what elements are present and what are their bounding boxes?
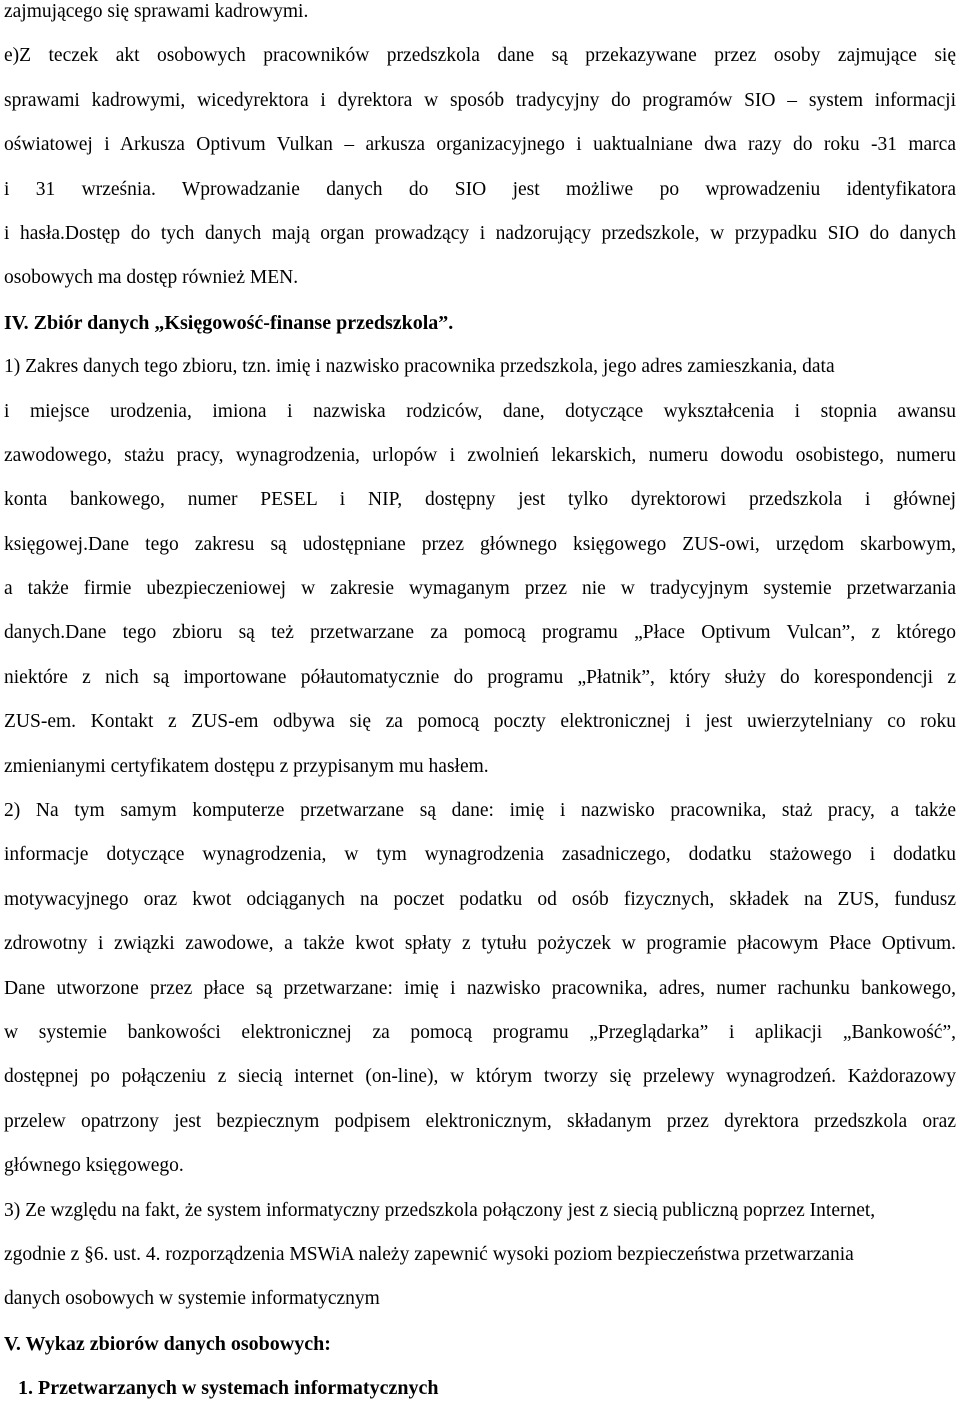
paragraph-line <box>4 390 956 434</box>
paragraph-line <box>4 523 956 567</box>
text-run: i miejsce urodzenia, imiona i nazwiska rodziców, dane, dotyczące wykształcenia i stopnia awansu <box>4 400 956 422</box>
text-run: IV. Zbiór danych „Księgowość-finanse przedszkola”. <box>4 311 454 334</box>
paragraph-line <box>4 967 956 1011</box>
paragraph-line <box>4 168 956 212</box>
paragraph-line <box>4 833 956 877</box>
text-run: danych.Dane tego zbioru są też przetwarzane za pomocą programu „Płace Optivum Vulcan”, z którego <box>4 622 956 644</box>
text-run: Dane utworzone przez płace są przetwarzane: imię i nazwisko pracownika, adres, numer rachunku bankowego, <box>4 977 956 999</box>
paragraph-line <box>4 345 956 389</box>
text-run: informacje dotyczące wynagrodzenia, w tym wynagrodzenia zasadniczego, dodatku stażowego i dodatku <box>4 844 956 866</box>
list-heading <box>4 1366 956 1410</box>
document-body <box>4 0 956 1411</box>
paragraph-line <box>4 123 956 167</box>
text-run: 2) Na tym samym komputerze przetwarzane są dane: imię i nazwisko pracownika, staż pracy, a także <box>4 800 956 822</box>
text-run: ZUS-em. Kontakt z ZUS-em odbywa się za pomocą poczty elektronicznej i jest uwierzytelniany co roku <box>4 711 956 733</box>
text-run: niektóre z nich są importowane półautomatycznie do programu „Płatnik”, który służy do korespondencji z <box>4 666 956 688</box>
paragraph-line <box>4 1277 956 1321</box>
text-run: i 31 września. Wprowadzanie danych do SIO jest możliwe po wprowadzeniu identyfikatora <box>4 178 956 200</box>
text-run: przelew opatrzony jest bezpiecznym podpisem elektronicznym, składanym przez dyrektora przedszkola oraz <box>4 1110 956 1132</box>
text-run: zgodnie z §6. ust. 4. rozporządzenia MSWiA należy zapewnić wysoki poziom bezpieczeństwa przetwarzania <box>4 1243 854 1265</box>
text-run: e)Z teczek akt osobowych pracowników przedszkola dane są przekazywane przez osoby zajmujące się <box>4 45 956 67</box>
paragraph-line <box>4 1055 956 1099</box>
paragraph-line <box>4 1189 956 1233</box>
text-run: konta bankowego, numer PESEL i NIP, dostępny jest tylko dyrektorowi przedszkola i głównej <box>4 489 956 511</box>
text-run: sprawami kadrowymi, wicedyrektora i dyrektora w sposób tradycyjny do programów SIO – system informacji <box>4 89 956 111</box>
section-heading <box>4 1322 956 1366</box>
text-run: imię i nazwisko pracownika przedszkola, jego adres zamieszkania, data <box>275 356 835 378</box>
paragraph-line <box>4 611 956 655</box>
text-run: dostępnej po połączeniu z siecią internet (on-line), w którym tworzy się przelewy wynagrodzeń. Każdorazowy <box>4 1066 956 1088</box>
paragraph-line <box>4 212 956 256</box>
paragraph-line <box>4 878 956 922</box>
paragraph-line <box>4 256 956 300</box>
paragraph-line <box>4 0 956 34</box>
paragraph-line <box>4 745 956 789</box>
text-run: zawodowego, stażu pracy, wynagrodzenia, urlopów i zwolnień lekarskich, numeru dowodu osobistego, numeru <box>4 444 956 466</box>
paragraph-line <box>4 922 956 966</box>
text-run: księgowej.Dane tego zakresu są udostępniane przez głównego księgowego ZUS-owi, urzędom skarbowym, <box>4 533 956 555</box>
text-run: 3) Ze względu na fakt, że system informatyczny przedszkola połączony jest z siecią publiczną poprzez Internet, <box>4 1199 876 1221</box>
text-run: w systemie bankowości elektronicznej za pomocą programu „Przeglądarka” i aplikacji „Bankowość”, <box>4 1021 956 1043</box>
paragraph-line <box>4 478 956 522</box>
paragraph-line <box>4 1233 956 1277</box>
paragraph-line <box>4 1144 956 1188</box>
text-run: zmienianymi certyfikatem dostępu z przypisanym mu hasłem. <box>4 755 489 777</box>
text-run: 1) Zakres danych tego zbioru, tzn. <box>4 356 271 378</box>
text-run: zajmującego się sprawami kadrowymi. <box>4 1 309 22</box>
text-run: V. Wykaz zbiorów danych osobowych: <box>4 1332 331 1355</box>
section-heading <box>4 301 956 345</box>
text-run: zdrowotny i związki zawodowe, a także kwot spłaty z tytułu pożyczek w programie płacowym Płace Optivum. <box>4 933 956 955</box>
text-run: głównego księgowego. <box>4 1155 184 1177</box>
paragraph-line <box>4 567 956 611</box>
paragraph-line <box>4 789 956 833</box>
paragraph-line <box>4 434 956 478</box>
text-run: i hasła.Dostęp do tych danych mają organ prowadzący i nadzorujący przedszkole, w przypadku SIO do danych <box>4 222 956 244</box>
text-run: oświatowej i Arkusza Optivum Vulkan – arkusza organizacyjnego i uaktualniane dwa razy do roku -31 marca <box>4 134 956 156</box>
text-run: 1. Przetwarzanych w systemach informatycznych <box>18 1377 439 1400</box>
paragraph-line <box>4 700 956 744</box>
paragraph-line <box>4 34 956 78</box>
paragraph-line <box>4 1011 956 1055</box>
text-run: motywacyjnego oraz kwot odciąganych na poczet podatku od osób fizycznych, składek na ZUS, fundusz <box>4 888 956 910</box>
text-run: a także firmie ubezpieczeniowej w zakresie wymaganym przez nie w tradycyjnym systemie przetwarzania <box>4 578 956 600</box>
paragraph-line <box>4 1100 956 1144</box>
paragraph-line <box>4 79 956 123</box>
text-run: danych osobowych w systemie informatycznym <box>4 1288 380 1310</box>
text-run: osobowych ma dostęp również MEN. <box>4 267 299 289</box>
paragraph-line <box>4 656 956 700</box>
